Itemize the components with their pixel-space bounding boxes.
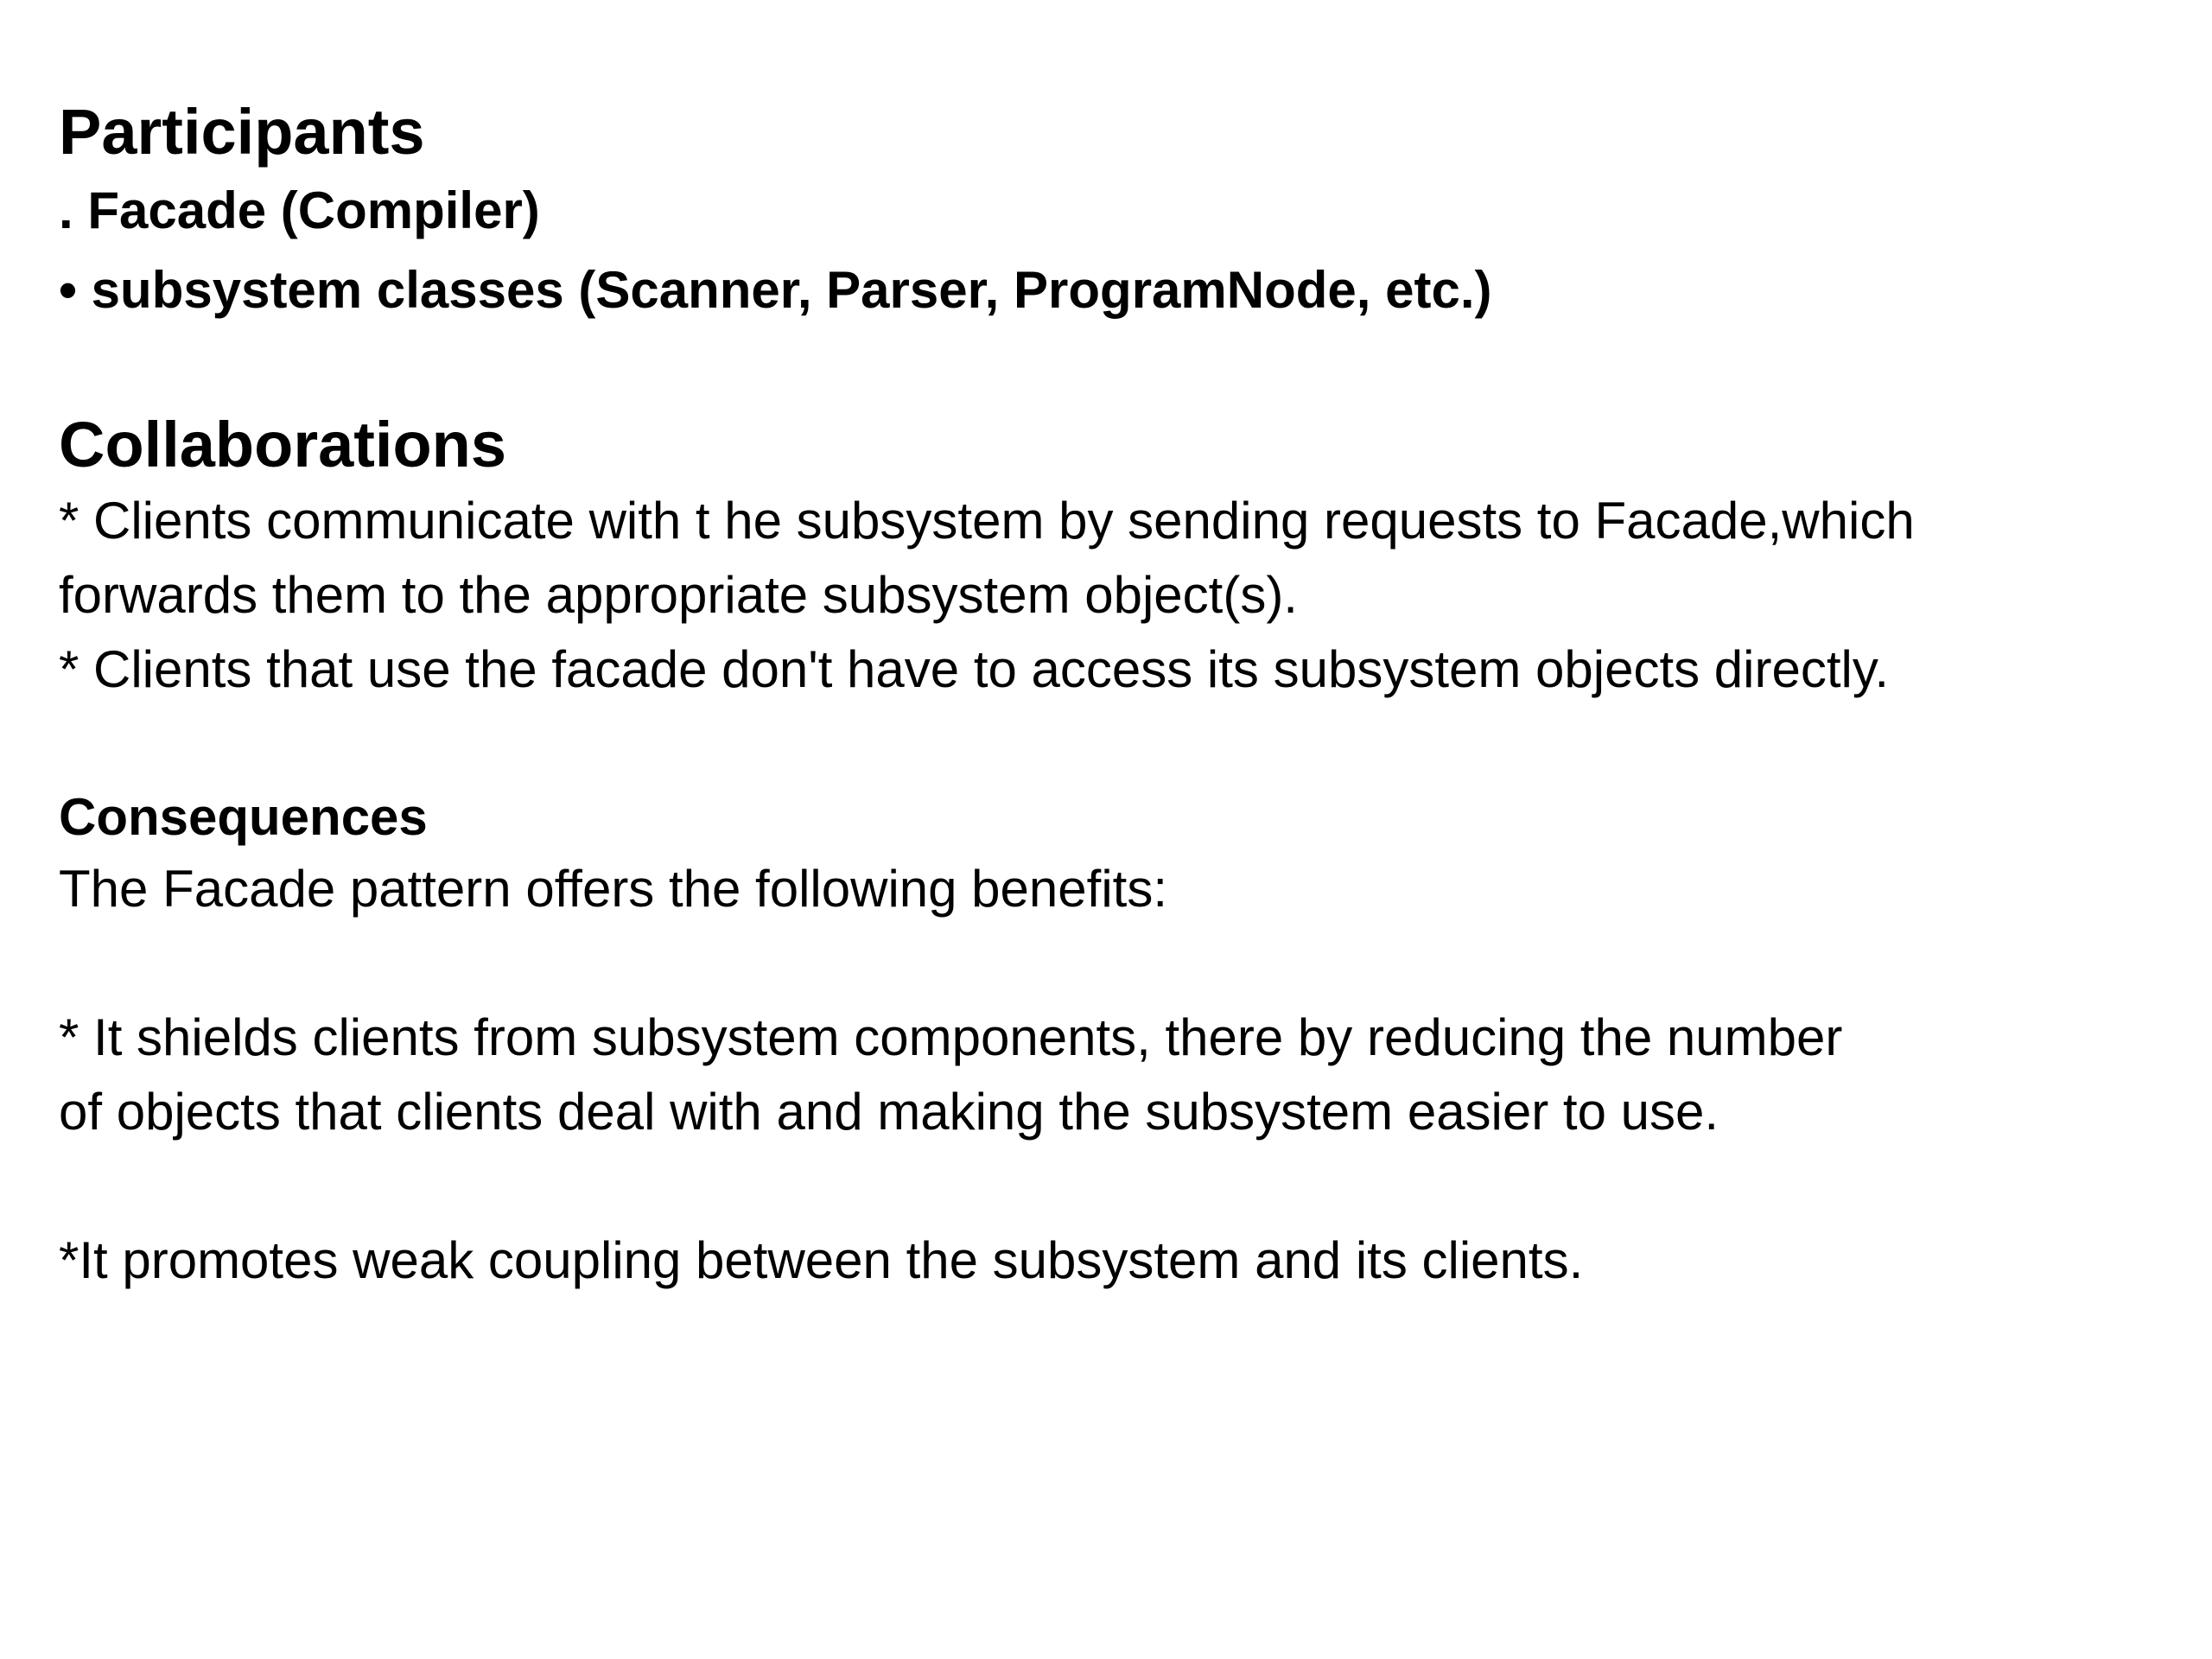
participants-section [59,93,2167,330]
participants-heading: Participants [59,96,425,168]
collaborations-line-3: * Clients that use the facade don't have to access its subsystem objects directly. [59,640,1890,698]
consequences-section [59,783,2167,1298]
collaborations-section [59,406,2167,707]
slide-content [59,93,2167,1298]
spacer [59,926,2167,1001]
collaborations-heading: Collaborations [59,409,507,480]
collaborations-line-1: * Clients communicate with t he subsystem by sending requests to Facade,which [59,492,1915,550]
collaborations-line-2: forwards them to the appropriate subsystem object(s). [59,566,1298,624]
spacer [59,1149,2167,1224]
benefit-2: *It promotes weak coupling between the subsystem and its clients. [59,1231,1584,1289]
participant-item-subsystem-classes: • subsystem classes (Scanner, Parser, ProgramNode, etc.) [59,261,1492,319]
benefit-1-line-1: * It shields clients from subsystem components, there by reducing the number [59,1008,1843,1066]
benefit-1-line-2: of objects that clients deal with and making the subsystem easier to use. [59,1083,1719,1141]
consequences-heading: Consequences [59,788,428,846]
participant-item-facade: . Facade (Compiler) [59,181,540,239]
consequences-intro: The Facade pattern offers the following benefits: [59,860,1167,918]
